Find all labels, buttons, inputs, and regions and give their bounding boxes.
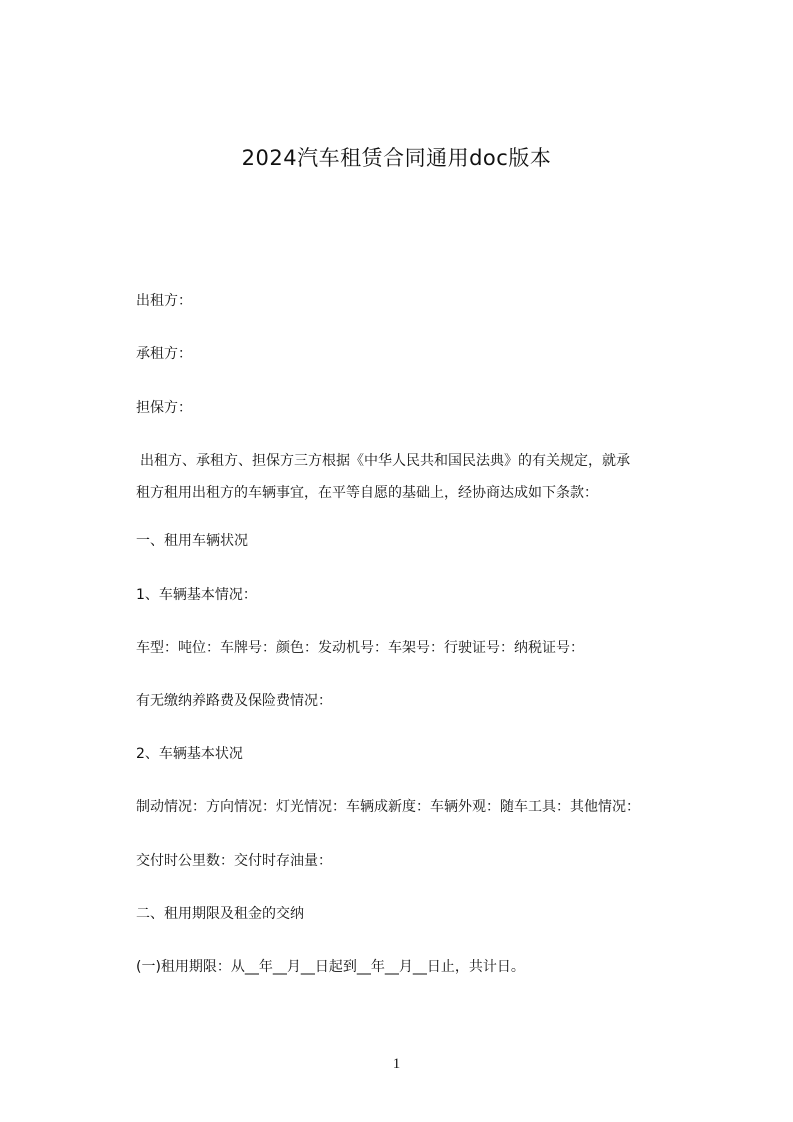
lessor-label: 出租方： bbox=[136, 293, 192, 309]
section-2-heading: 二、租用期限及租金的交纳 bbox=[136, 906, 304, 922]
document-title: 2024汽车租赁合同通用doc版本 bbox=[241, 146, 552, 170]
section-1-item-2-heading: 2、车辆基本状况 bbox=[136, 746, 243, 762]
section-1-item-1-fields: 车型：吨位：车牌号：颜色：发动机号：车架号：行驶证号：纳税证号： bbox=[136, 640, 584, 656]
section-1-heading: 一、租用车辆状况 bbox=[136, 533, 248, 549]
section-2-term: (一)租用期限：从__年__月__日起到__年__月__日止，共计日。 bbox=[136, 959, 525, 975]
section-1-item-1-heading: 1、车辆基本情况： bbox=[136, 587, 257, 603]
preamble-paragraph bbox=[136, 445, 692, 509]
page-number: 1 bbox=[392, 1056, 401, 1072]
section-1-item-2-delivery: 交付时公里数：交付时存油量： bbox=[136, 853, 332, 869]
preamble-line-2: 租方租用出租方的车辆事宜，在平等自愿的基础上，经协商达成如下条款： bbox=[136, 485, 598, 501]
section-1-item-1-fees: 有无缴纳养路费及保险费情况： bbox=[136, 693, 332, 709]
guarantor-label: 担保方： bbox=[136, 400, 192, 416]
preamble-line-1: 出租方、承租方、担保方三方根据《中华人民共和国民法典》的有关规定，就承 bbox=[140, 453, 630, 469]
section-1-item-2-fields: 制动情况：方向情况：灯光情况：车辆成新度：车辆外观：随车工具：其他情况： bbox=[136, 799, 640, 815]
lessee-label: 承租方： bbox=[136, 346, 192, 362]
